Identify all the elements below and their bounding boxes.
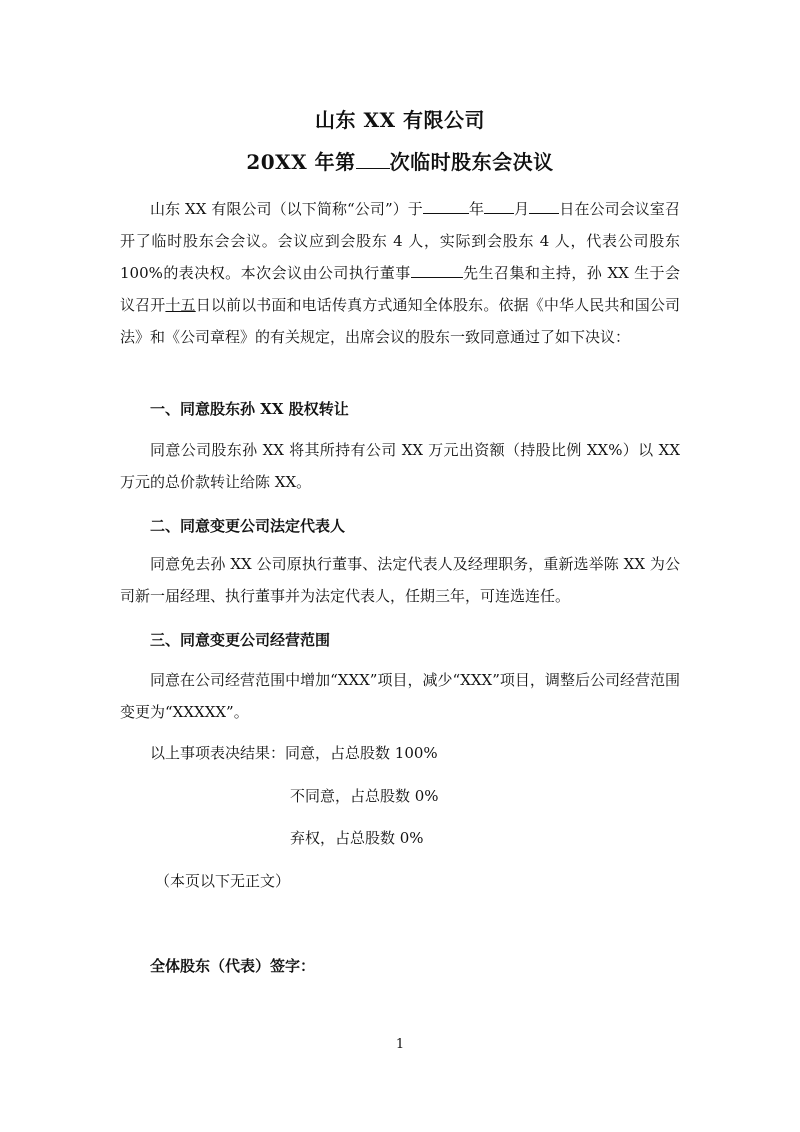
section-3-heading: 三、同意变更公司经营范围 [150, 631, 331, 649]
intro-paragraph [120, 193, 680, 353]
intro-text-3: 先生召集和主持，孙 XX 生于会议召开 [120, 264, 680, 314]
vote-result-disagree: 不同意，占总股数 0% [290, 787, 439, 805]
year-label: 年 [468, 200, 485, 218]
page-number: 1 [395, 1037, 405, 1052]
session-number-blank [356, 167, 390, 169]
signature-label: 全体股东（代表）签字： [150, 957, 316, 975]
section-1-heading: 一、同意股东孙 XX 股权转让 [150, 400, 349, 418]
director-name-blank [411, 276, 463, 278]
intro-text-1: 山东 XX 有限公司（以下简称“公司”）于 [150, 200, 423, 218]
vote-result-agree: 以上事项表决结果：同意，占总股数 100% [150, 744, 438, 762]
resolution-title-prefix: 20XX 年第 [246, 150, 356, 174]
year-blank [423, 212, 469, 214]
notice-days: 十五 [165, 296, 196, 314]
month-label: 月 [514, 200, 530, 218]
section-2-body: 同意免去孙 XX 公司原执行董事、法定代表人及经理职务，重新选举陈 XX 为公司新一届经理、执行董事并为法定代表人，任期三年，可连选连任。 [120, 555, 680, 605]
company-title: 山东 XX 有限公司 [315, 108, 485, 132]
section-3-body: 同意在公司经营范围中增加“XXX”项目，减少“XXX”项目，调整后公司经营范围变更为“XXXXX”。 [120, 671, 680, 721]
section-1-body: 同意公司股东孙 XX 将其所持有公司 XX 万元出资额（持股比例 XX%）以 XX 万元的总价款转让给陈 XX。 [120, 441, 680, 491]
resolution-title-suffix: 次临时股东会决议 [389, 150, 554, 174]
no-more-text-note: （本页以下无正文） [155, 872, 291, 890]
intro-text-4: 日以前以书面和电话传真方式通知全体股东。依据《中华人民共和国公司法》和《公司章程》的有关规定，出席会议的股东一致同意通过了如下决议： [120, 296, 680, 346]
vote-result-abstain: 弃权，占总股数 0% [290, 829, 424, 847]
section-2-heading: 二、同意变更公司法定代表人 [150, 517, 346, 535]
month-blank [484, 212, 514, 214]
day-blank [529, 212, 559, 214]
intro-text-2: 日在公司会议室召开了临时股东会会议。会议应到会股东 4 人，实际到会股东 4 人，代表公司股东 100%的表决权。本次会议由公司执行董事 [120, 200, 680, 282]
resolution-title [0, 146, 800, 175]
